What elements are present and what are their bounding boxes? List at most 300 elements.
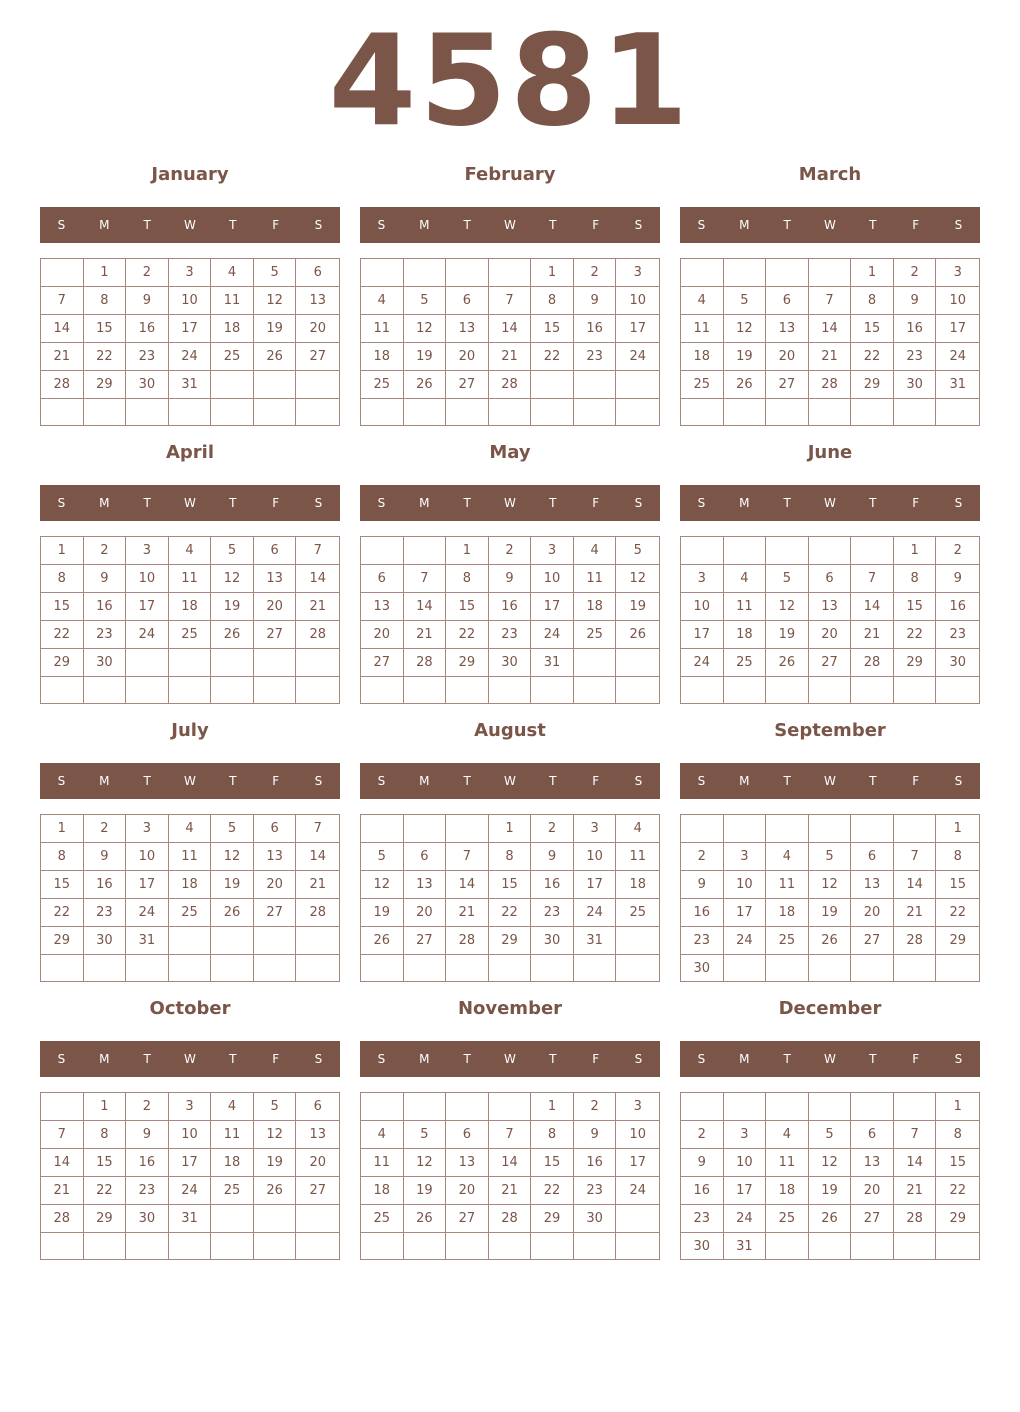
day-cell: 12 (254, 287, 297, 315)
day-cell (446, 815, 489, 843)
day-cell: 3 (169, 1093, 212, 1121)
day-cell: 5 (254, 1093, 297, 1121)
day-cell (84, 399, 127, 425)
day-cell: 17 (724, 1177, 767, 1205)
day-cell: 30 (126, 1205, 169, 1233)
day-cell: 8 (851, 287, 894, 315)
day-cell: 17 (724, 899, 767, 927)
day-cell: 18 (616, 871, 659, 899)
weekday-label: T (229, 218, 237, 232)
day-cell: 13 (446, 1149, 489, 1177)
day-cell: 18 (681, 343, 724, 371)
weekday-label: F (272, 496, 280, 510)
day-cell: 2 (894, 259, 937, 287)
day-cell: 21 (894, 899, 937, 927)
day-cell (724, 537, 767, 565)
day-cell: 27 (296, 343, 339, 371)
day-cell: 20 (851, 1177, 894, 1205)
day-cell: 26 (254, 1177, 297, 1205)
day-cell: 11 (616, 843, 659, 871)
day-cell: 11 (211, 287, 254, 315)
day-cell: 20 (361, 621, 404, 649)
day-cell (851, 677, 894, 703)
day-cell: 13 (809, 593, 852, 621)
day-cell (681, 399, 724, 425)
day-cell: 31 (936, 371, 979, 399)
weekday-label: M (739, 496, 750, 510)
day-cell: 26 (404, 1205, 447, 1233)
day-cell: 25 (169, 621, 212, 649)
month-name: June (807, 442, 853, 463)
day-cell: 10 (724, 1149, 767, 1177)
day-cell: 18 (169, 871, 212, 899)
day-cell: 14 (41, 1149, 84, 1177)
day-cell: 3 (126, 815, 169, 843)
day-cell: 19 (724, 343, 767, 371)
day-cell: 19 (211, 871, 254, 899)
day-cell: 31 (169, 371, 212, 399)
day-cell: 25 (574, 621, 617, 649)
day-cell (766, 955, 809, 982)
day-cell (574, 399, 617, 425)
day-cell: 27 (766, 371, 809, 399)
day-cell: 14 (296, 565, 339, 593)
day-cell: 15 (894, 593, 937, 621)
month-name: July (171, 720, 209, 741)
day-cell: 7 (41, 1121, 84, 1149)
weekday-label: T (549, 218, 557, 232)
day-cell: 26 (211, 621, 254, 649)
day-cell: 1 (851, 259, 894, 287)
weekday-label: S (697, 496, 706, 510)
day-cell (489, 955, 532, 981)
weekday-label: S (954, 1052, 963, 1066)
day-cell: 15 (446, 593, 489, 621)
day-cell: 2 (574, 1093, 617, 1121)
day-cell: 8 (894, 565, 937, 593)
day-cell: 12 (211, 565, 254, 593)
day-cell: 3 (616, 259, 659, 287)
day-cell: 16 (681, 899, 724, 927)
weekday-label: M (739, 218, 750, 232)
day-cell (296, 927, 339, 955)
day-cell: 4 (211, 259, 254, 287)
day-cell: 18 (169, 593, 212, 621)
day-cell (489, 1233, 532, 1259)
day-cell: 4 (681, 287, 724, 315)
day-cell (296, 1233, 339, 1259)
day-cell (766, 1093, 809, 1121)
day-cell: 7 (446, 843, 489, 871)
day-cell: 30 (531, 927, 574, 955)
day-cell: 13 (766, 315, 809, 343)
day-cell: 12 (616, 565, 659, 593)
weekday-label: T (869, 218, 877, 232)
weekday-label: S (634, 496, 643, 510)
day-cell: 1 (936, 1093, 979, 1121)
month-name: December (778, 998, 882, 1019)
day-cell: 9 (126, 287, 169, 315)
day-cell: 22 (936, 1177, 979, 1205)
day-cell: 20 (851, 899, 894, 927)
day-cell: 5 (211, 815, 254, 843)
day-cell: 13 (851, 871, 894, 899)
day-cell (616, 399, 659, 425)
weekday-label: S (954, 496, 963, 510)
day-cell (616, 1233, 659, 1259)
day-cell: 23 (681, 1205, 724, 1233)
weekday-label: W (504, 774, 516, 788)
day-cell: 16 (126, 315, 169, 343)
day-cell (809, 955, 852, 982)
day-cell: 10 (126, 843, 169, 871)
day-cell: 30 (681, 955, 724, 982)
day-cell: 1 (41, 815, 84, 843)
weekday-label: T (869, 1052, 877, 1066)
day-cell: 11 (169, 565, 212, 593)
day-cell: 25 (169, 899, 212, 927)
day-cell: 12 (404, 1149, 447, 1177)
day-grid (680, 814, 980, 982)
weekday-header (360, 763, 660, 799)
day-cell: 24 (126, 899, 169, 927)
day-cell: 26 (616, 621, 659, 649)
day-cell (616, 955, 659, 981)
weekday-label: S (377, 1052, 386, 1066)
day-cell: 16 (84, 593, 127, 621)
month-name: May (489, 442, 531, 463)
day-cell: 5 (809, 843, 852, 871)
day-cell: 2 (574, 259, 617, 287)
day-cell (404, 1093, 447, 1121)
day-cell: 16 (894, 315, 937, 343)
weekday-label: T (143, 218, 151, 232)
day-cell: 16 (489, 593, 532, 621)
day-cell: 25 (681, 371, 724, 399)
day-cell: 19 (616, 593, 659, 621)
day-cell: 14 (851, 593, 894, 621)
weekday-label: T (549, 774, 557, 788)
day-cell: 27 (851, 1205, 894, 1233)
day-cell (404, 537, 447, 565)
day-cell: 15 (84, 315, 127, 343)
day-cell: 6 (851, 843, 894, 871)
day-cell: 12 (724, 315, 767, 343)
day-cell: 17 (936, 315, 979, 343)
day-cell: 20 (254, 593, 297, 621)
weekday-label: F (912, 218, 920, 232)
weekday-label: F (272, 774, 280, 788)
day-cell: 10 (531, 565, 574, 593)
day-cell (851, 1093, 894, 1121)
day-cell: 15 (41, 593, 84, 621)
day-cell: 26 (211, 899, 254, 927)
day-cell: 14 (809, 315, 852, 343)
day-cell: 7 (489, 287, 532, 315)
day-cell: 28 (446, 927, 489, 955)
day-cell (446, 399, 489, 425)
weekday-label: T (229, 774, 237, 788)
day-cell (361, 955, 404, 981)
day-cell (766, 259, 809, 287)
month-july (40, 716, 340, 986)
day-cell: 26 (361, 927, 404, 955)
day-grid (680, 1092, 980, 1260)
day-cell: 29 (531, 1205, 574, 1233)
weekday-label: W (504, 218, 516, 232)
day-cell: 28 (41, 1205, 84, 1233)
day-cell: 14 (489, 1149, 532, 1177)
day-cell (296, 955, 339, 981)
day-cell: 24 (531, 621, 574, 649)
day-cell: 8 (446, 565, 489, 593)
day-cell: 15 (936, 871, 979, 899)
day-cell (296, 1205, 339, 1233)
day-cell: 23 (489, 621, 532, 649)
day-cell: 9 (681, 1149, 724, 1177)
weekday-label: T (143, 496, 151, 510)
month-november (360, 994, 660, 1264)
day-cell: 29 (84, 1205, 127, 1233)
day-cell: 4 (211, 1093, 254, 1121)
day-cell (361, 399, 404, 425)
day-cell: 31 (126, 927, 169, 955)
month-name: March (798, 164, 862, 185)
day-cell (851, 955, 894, 982)
day-cell (84, 1233, 127, 1259)
day-cell: 28 (489, 371, 532, 399)
day-cell: 18 (361, 343, 404, 371)
day-cell: 9 (681, 871, 724, 899)
day-grid (40, 1092, 340, 1260)
day-cell: 7 (41, 287, 84, 315)
month-december (680, 994, 980, 1264)
day-cell (894, 955, 937, 982)
day-cell: 12 (766, 593, 809, 621)
day-cell: 5 (254, 259, 297, 287)
day-cell: 17 (616, 1149, 659, 1177)
day-cell (254, 371, 297, 399)
day-cell (724, 815, 767, 843)
day-cell (254, 1233, 297, 1259)
day-cell: 30 (489, 649, 532, 677)
day-cell: 17 (616, 315, 659, 343)
weekday-label: F (592, 496, 600, 510)
weekday-label: M (419, 774, 430, 788)
day-cell (809, 1233, 852, 1260)
day-cell: 23 (84, 899, 127, 927)
day-cell: 24 (574, 899, 617, 927)
day-cell: 2 (489, 537, 532, 565)
day-cell (616, 371, 659, 399)
day-cell: 29 (84, 371, 127, 399)
day-cell: 5 (616, 537, 659, 565)
weekday-label: W (824, 496, 836, 510)
weekday-label: M (99, 774, 110, 788)
day-cell: 15 (84, 1149, 127, 1177)
day-cell (211, 371, 254, 399)
day-cell: 9 (126, 1121, 169, 1149)
weekday-header (680, 1041, 980, 1077)
weekday-label: S (57, 496, 66, 510)
day-cell (254, 399, 297, 425)
day-cell: 4 (616, 815, 659, 843)
day-cell: 20 (446, 343, 489, 371)
weekday-label: W (184, 774, 196, 788)
day-cell: 22 (84, 343, 127, 371)
weekday-label: F (592, 774, 600, 788)
day-cell: 23 (531, 899, 574, 927)
day-cell: 16 (84, 871, 127, 899)
weekday-header (40, 485, 340, 521)
day-cell (894, 1093, 937, 1121)
weekday-label: T (783, 218, 791, 232)
day-cell (531, 371, 574, 399)
day-cell: 27 (404, 927, 447, 955)
day-cell: 11 (169, 843, 212, 871)
day-cell: 16 (936, 593, 979, 621)
day-cell: 10 (126, 565, 169, 593)
day-cell (894, 1233, 937, 1260)
year-title: 4581 (328, 7, 692, 154)
day-cell: 21 (489, 1177, 532, 1205)
day-cell (681, 1093, 724, 1121)
day-cell: 4 (766, 1121, 809, 1149)
day-cell: 28 (894, 927, 937, 955)
day-cell (574, 1233, 617, 1259)
day-cell: 11 (211, 1121, 254, 1149)
day-cell (489, 677, 532, 703)
day-cell: 23 (126, 343, 169, 371)
day-cell: 27 (809, 649, 852, 677)
day-cell: 12 (254, 1121, 297, 1149)
day-cell: 6 (254, 815, 297, 843)
day-grid (360, 258, 660, 426)
day-cell: 1 (84, 259, 127, 287)
weekday-header (680, 485, 980, 521)
day-cell (211, 649, 254, 677)
weekday-label: F (592, 1052, 600, 1066)
day-cell: 23 (574, 343, 617, 371)
day-cell: 30 (574, 1205, 617, 1233)
day-cell: 22 (84, 1177, 127, 1205)
day-cell: 8 (936, 1121, 979, 1149)
day-cell: 2 (126, 259, 169, 287)
day-cell: 5 (211, 537, 254, 565)
day-cell: 5 (766, 565, 809, 593)
day-cell: 18 (766, 1177, 809, 1205)
day-grid (40, 814, 340, 982)
day-cell: 12 (809, 1149, 852, 1177)
day-cell (446, 1093, 489, 1121)
day-cell: 29 (41, 927, 84, 955)
day-cell: 17 (531, 593, 574, 621)
day-cell (361, 1093, 404, 1121)
day-cell (296, 649, 339, 677)
day-cell: 16 (531, 871, 574, 899)
day-cell: 3 (126, 537, 169, 565)
day-cell: 14 (296, 843, 339, 871)
month-february (360, 160, 660, 430)
day-cell: 7 (404, 565, 447, 593)
day-cell: 27 (446, 371, 489, 399)
day-cell: 20 (296, 315, 339, 343)
day-cell: 2 (936, 537, 979, 565)
day-cell: 19 (809, 1177, 852, 1205)
day-grid (360, 1092, 660, 1260)
day-cell: 22 (446, 621, 489, 649)
day-cell: 8 (936, 843, 979, 871)
day-cell: 19 (404, 343, 447, 371)
day-cell: 18 (574, 593, 617, 621)
day-grid (360, 814, 660, 982)
day-cell: 6 (851, 1121, 894, 1149)
day-cell: 18 (211, 315, 254, 343)
day-cell: 27 (446, 1205, 489, 1233)
day-cell: 26 (809, 927, 852, 955)
day-cell: 14 (894, 1149, 937, 1177)
day-cell: 13 (404, 871, 447, 899)
day-cell: 19 (254, 1149, 297, 1177)
weekday-label: T (143, 774, 151, 788)
day-cell: 18 (361, 1177, 404, 1205)
day-cell (404, 955, 447, 981)
day-cell: 8 (41, 843, 84, 871)
day-cell: 21 (41, 1177, 84, 1205)
day-cell: 9 (84, 843, 127, 871)
day-cell (766, 1233, 809, 1260)
day-cell (126, 955, 169, 981)
day-cell: 24 (169, 343, 212, 371)
day-cell: 5 (404, 1121, 447, 1149)
day-cell: 29 (446, 649, 489, 677)
day-cell: 13 (254, 565, 297, 593)
weekday-header (40, 763, 340, 799)
weekday-label: M (99, 1052, 110, 1066)
day-cell: 6 (254, 537, 297, 565)
day-cell: 6 (361, 565, 404, 593)
day-cell: 7 (851, 565, 894, 593)
month-name: April (165, 442, 215, 463)
day-cell (254, 677, 297, 703)
weekday-label: W (504, 1052, 516, 1066)
day-cell: 24 (724, 1205, 767, 1233)
day-grid (40, 536, 340, 704)
day-cell: 19 (254, 315, 297, 343)
day-cell (446, 955, 489, 981)
day-cell: 23 (894, 343, 937, 371)
day-cell: 20 (404, 899, 447, 927)
day-cell: 23 (681, 927, 724, 955)
day-cell: 19 (361, 899, 404, 927)
day-cell: 3 (169, 259, 212, 287)
day-cell: 1 (41, 537, 84, 565)
day-cell: 4 (361, 287, 404, 315)
day-cell: 17 (681, 621, 724, 649)
weekday-label: F (912, 774, 920, 788)
day-cell: 18 (766, 899, 809, 927)
day-cell (809, 1093, 852, 1121)
day-cell: 6 (809, 565, 852, 593)
day-cell (361, 1233, 404, 1259)
day-cell: 22 (489, 899, 532, 927)
day-cell: 21 (404, 621, 447, 649)
day-cell: 13 (296, 287, 339, 315)
weekday-label: S (314, 1052, 323, 1066)
day-cell: 2 (126, 1093, 169, 1121)
day-cell (681, 259, 724, 287)
day-cell: 1 (894, 537, 937, 565)
